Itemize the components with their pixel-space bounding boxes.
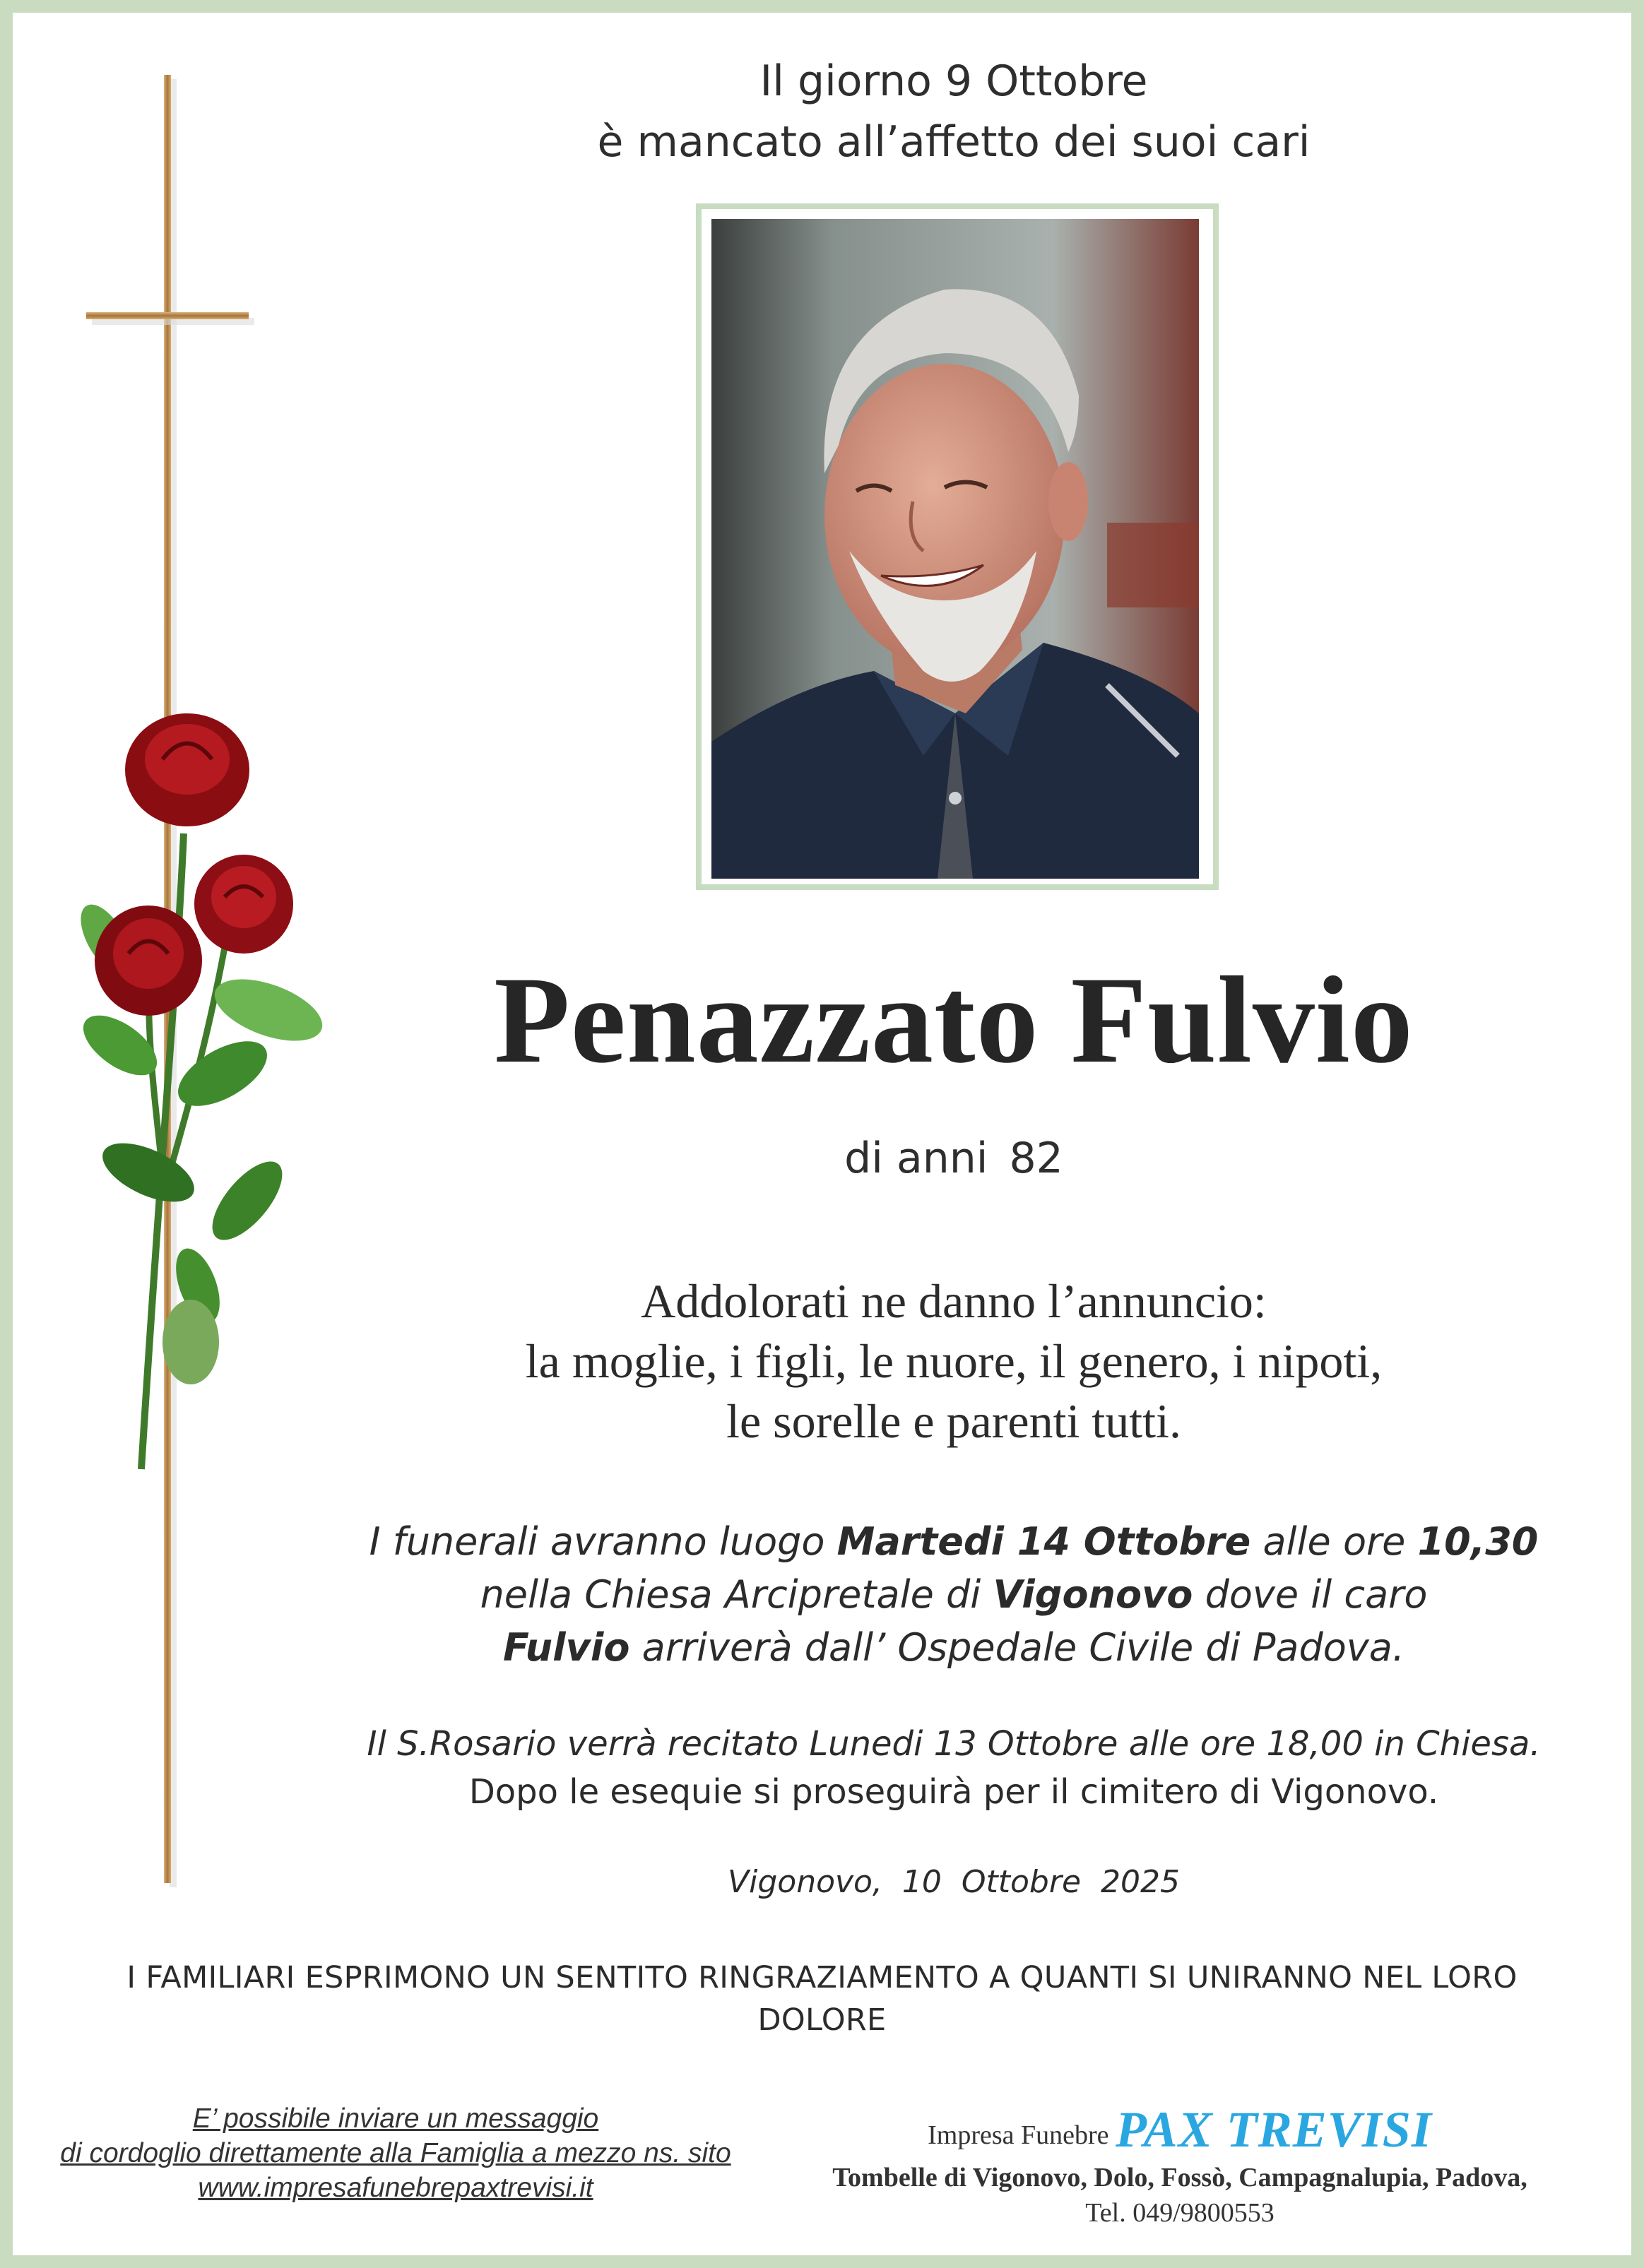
firm-prefix: Impresa Funebre (928, 2120, 1109, 2150)
website-link[interactable]: www.impresafunebrepaxtrevisi.it (198, 2173, 593, 2203)
deceased-name: Penazzato Fulvio (494, 951, 1414, 1089)
funeral-text: alle ore (1250, 1519, 1418, 1564)
announce-line-3: le sorelle e parenti tutti. (726, 1394, 1181, 1448)
funeral-time: 10,30 (1417, 1519, 1539, 1564)
rosary-details (318, 1720, 1590, 1816)
intro-line-2: è mancato all’affetto dei suoi cari (597, 117, 1311, 167)
thanks-line: I FAMILIARI ESPRIMONO UN SENTITO RINGRAZIAMENTO A QUANTI SI UNIRANNO NEL LORO DOLORE (126, 1960, 1518, 2038)
condolence-message (42, 2101, 749, 2205)
age-value: 82 (1009, 1134, 1063, 1183)
funeral-text: I funerali avranno luogo (369, 1519, 837, 1564)
funeral-firstname: Fulvio (502, 1625, 630, 1670)
funeral-line-3 (318, 1621, 1590, 1674)
announce-line-1: Addolorati ne danno l’annuncio: (641, 1274, 1267, 1328)
firm-locations: Tombelle di Vigonovo, Dolo, Fossò, Campagnalupia, Padova, (832, 2163, 1527, 2192)
intro-line-1: Il giorno 9 Ottobre (759, 57, 1148, 106)
funeral-text: arriverà dall’ Ospedale Civile di Padova. (629, 1625, 1405, 1670)
firm-header (791, 2101, 1568, 2160)
funeral-line-2 (318, 1568, 1590, 1621)
funeral-line-1 (318, 1515, 1590, 1568)
message-line-2: di cordoglio direttamente alla Famiglia a mezzo ns. sito (60, 2138, 731, 2168)
funeral-details (318, 1515, 1590, 1674)
age-label: di anni (844, 1134, 988, 1183)
announce-line-2: la moglie, i figli, le nuore, il genero, i nipoti, (525, 1334, 1383, 1388)
age-line (424, 1130, 1484, 1187)
cross-roses-decoration (42, 71, 353, 1907)
funeral-text: nella Chiesa Arcipretale di (480, 1572, 993, 1617)
announcement (424, 1271, 1484, 1451)
cross-icon (42, 71, 353, 1907)
funeral-home (791, 2101, 1568, 2231)
funeral-text: dove il caro (1193, 1572, 1428, 1617)
intro-text (424, 51, 1484, 172)
place-date-text: Vigonovo, 10 Ottobre 2025 (728, 1864, 1180, 1900)
funeral-date: Martedi 14 Ottobre (836, 1519, 1251, 1564)
funeral-town: Vigonovo (993, 1572, 1193, 1617)
roses-illustration (95, 713, 293, 1016)
firm-phone: Tel. 049/9800553 (1085, 2198, 1275, 2228)
message-line-1: E’ possibile inviare un messaggio (192, 2103, 599, 2134)
firm-name: PAX TREVISI (1116, 2101, 1432, 2158)
burial-line: Dopo le esequie si proseguirà per il cimitero di Vigonovo. (468, 1772, 1439, 1812)
rosary-line: Il S.Rosario verrà recitato Lunedi 13 Ottobre alle ore 18,00 in Chiesa. (367, 1724, 1541, 1764)
portrait-photo (711, 219, 1199, 879)
place-date (565, 1861, 1342, 1904)
